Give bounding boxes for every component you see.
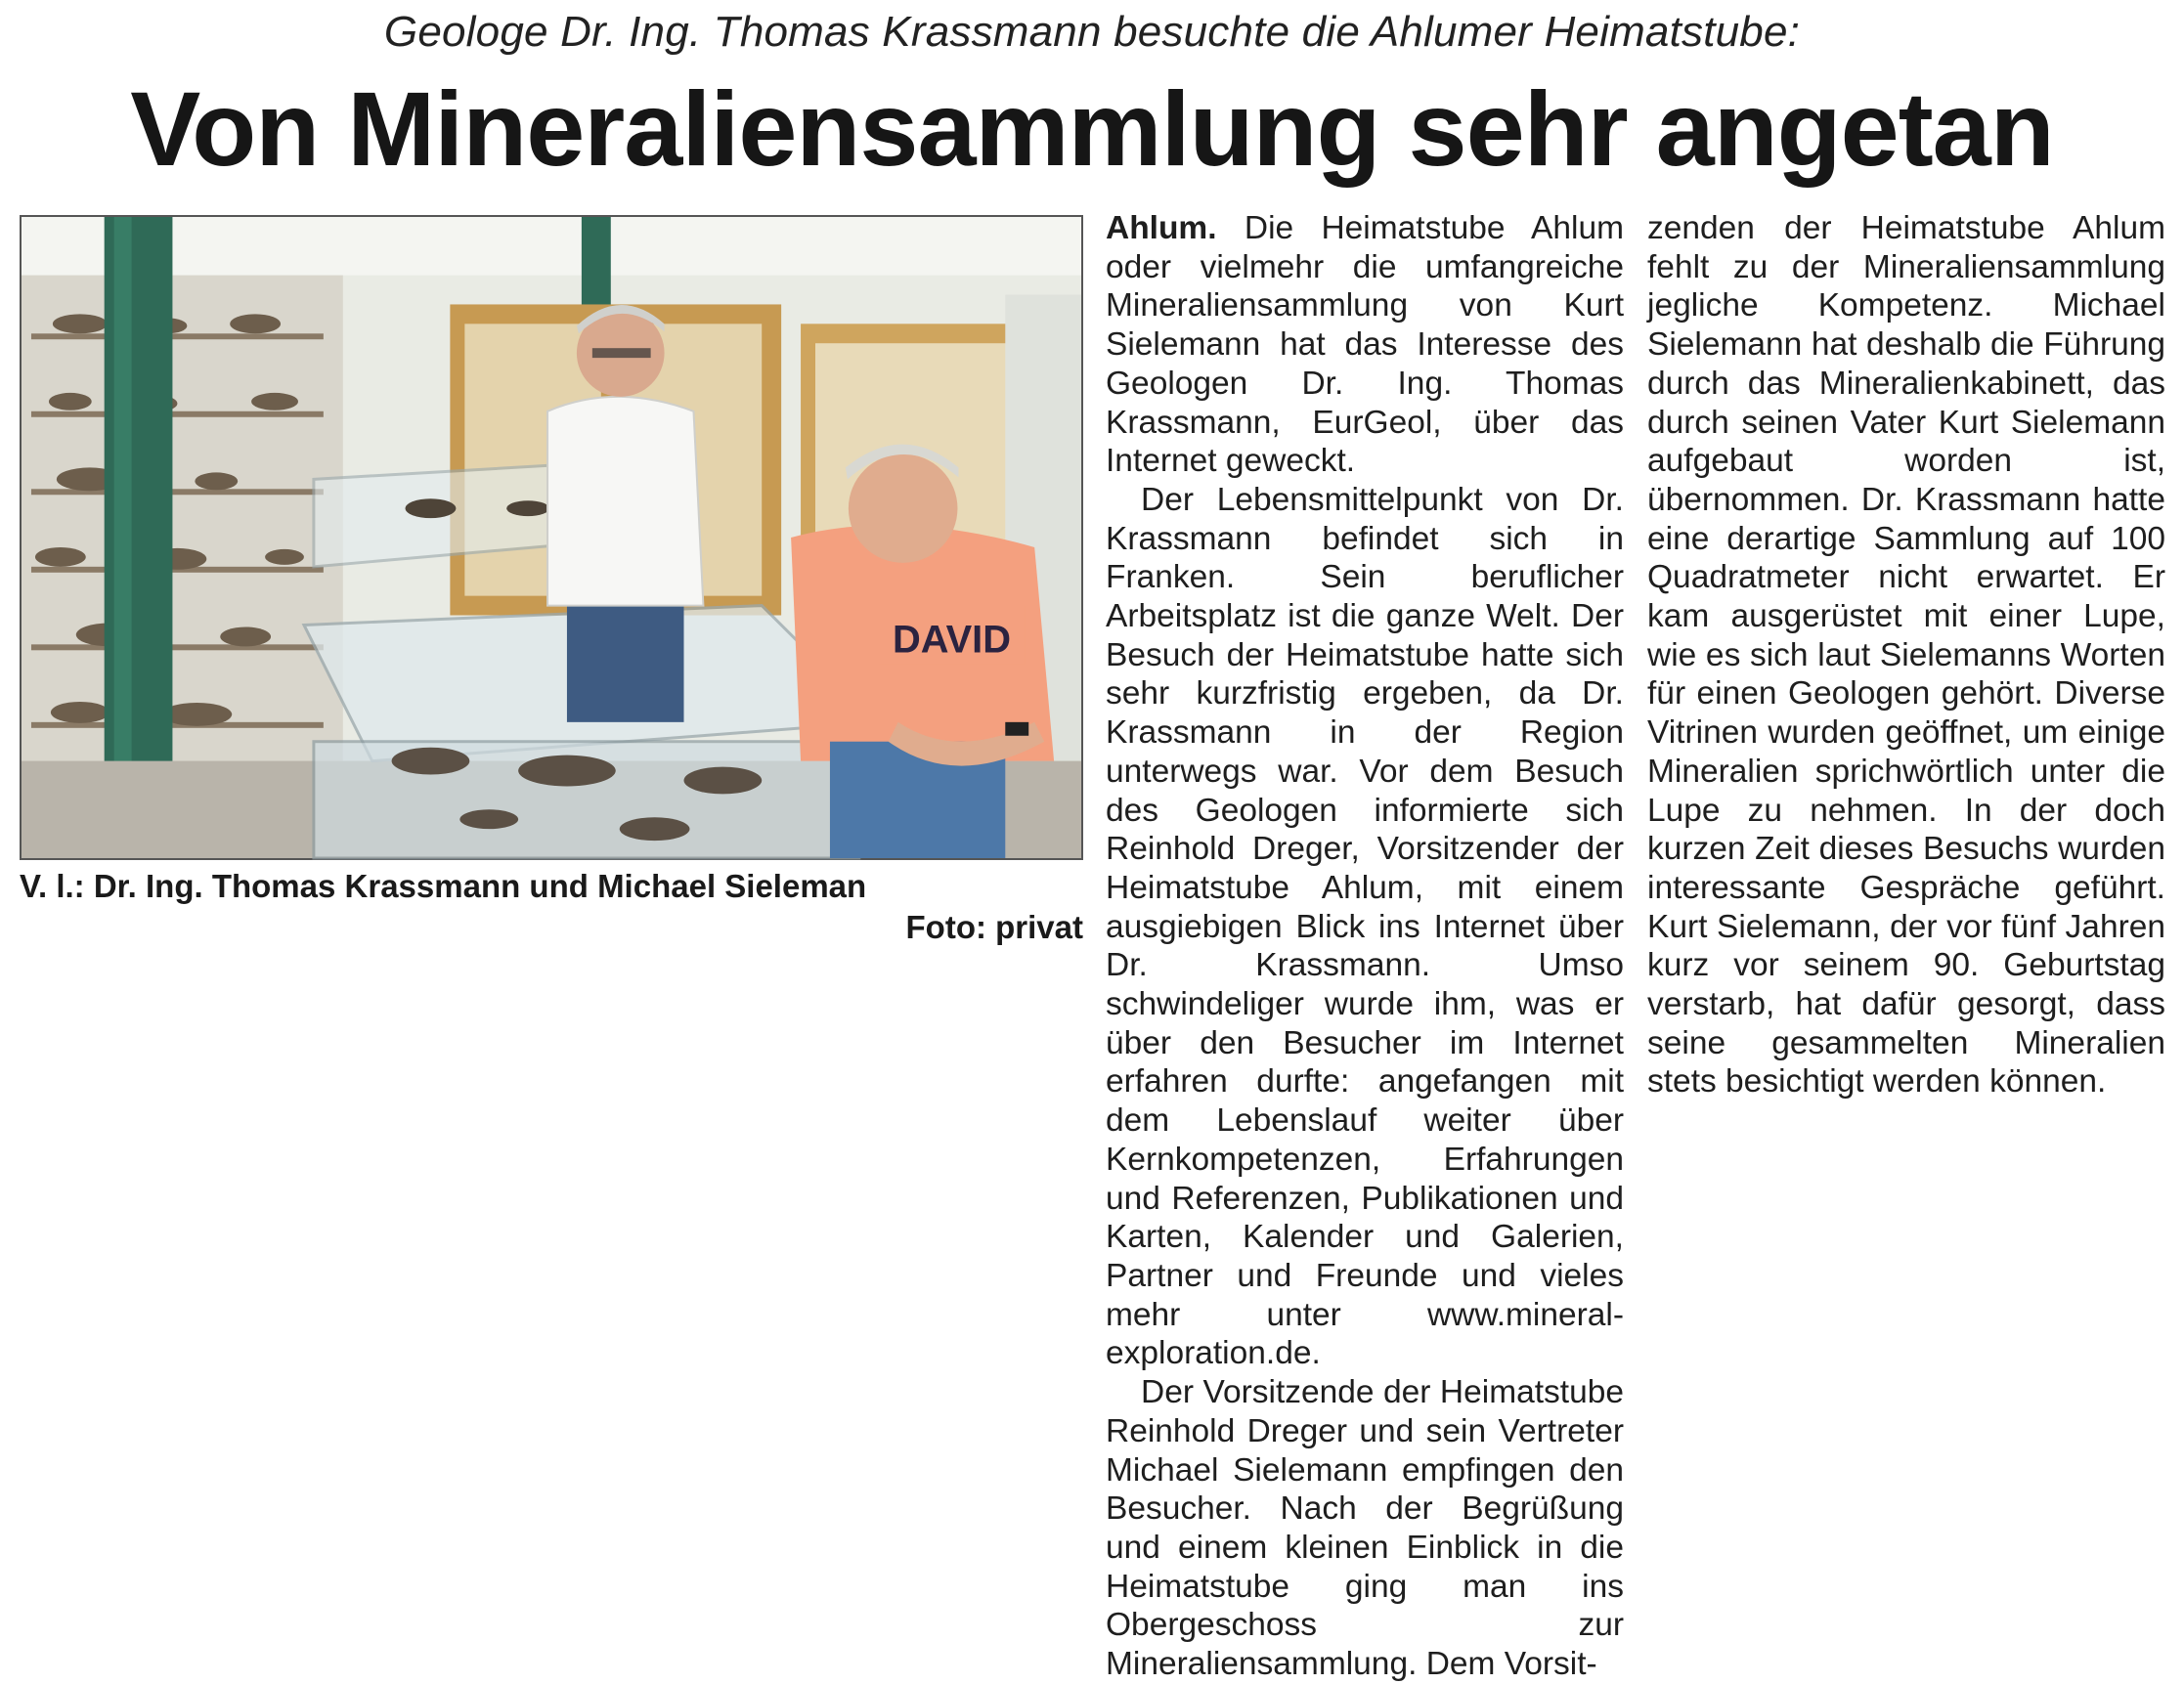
article-headline: Von Mineraliensammlung sehr angetan: [130, 69, 2054, 188]
photo-credit: Foto: privat: [905, 909, 1083, 945]
article-photo: [20, 215, 1083, 860]
article-kicker: Geologe Dr. Ing. Thomas Krassmann besuchte die Ahlumer Heimatstube:: [383, 8, 1801, 56]
photo-caption: [20, 868, 1083, 946]
dateline: Ahlum.: [1106, 210, 1217, 246]
text-column-2: [1647, 209, 2165, 1101]
caption-text: V. l.: Dr. Ing. Thomas Krassmann und Michael Sieleman: [20, 868, 867, 904]
paragraph-1-text: Die Heimatstube Ahlum oder vielmehr die umfangreiche Mineraliensammlung von Kurt Sielemann hat das Interesse des Geologen Dr. Ing. Thomas Krassmann, EurGeol, über das Internet geweckt.: [1106, 210, 1624, 480]
paragraph-4: zenden der Heimatstube Ahlum fehlt zu der Mineraliensammlung jegliche Kompetenz. Michael Sielemann hat deshalb die Führung durch das Mineralienkabinett, das durch seinen Vater Kurt Sielemann aufgebaut worden ist, übernommen. Dr. Krassmann hatte eine derartige Sammlung auf 100 Quadratmeter nicht erwartet. Er kam ausgerüstet mit einer Lupe, wie es sich laut Sielemanns Worten für einen Geologen gehört. Diverse Vitrinen wurden geöffnet, um einige Mineralien sprichwörtlich unter die Lupe zu nehmen. In der doch kurzen Zeit dieses Besuchs wurden interessante Gespräche geführt. Kurt Sielemann, der vor fünf Jahren kurz vor seinem 90. Geburtstag verstarb, hat dafür gesorgt, dass seine gesammelten Mineralien stets besichtigt werden können.: [1647, 210, 2165, 1101]
text-column-1: [1106, 209, 1624, 1684]
paragraph-3: Der Vorsitzende der Heimatstube Reinhold Dreger und sein Vertreter Michael Sielemann empfingen den Besucher. Nach der Begrüßung und einem kleinen Einblick in die Heimatstube ging man ins Obergeschoss zur Mineraliensammlung. Dem Vorsit-: [1106, 1374, 1624, 1683]
shirt-print-text: DAVID: [892, 618, 1011, 662]
paragraph-2: Der Lebensmittelpunkt von Dr. Krassmann befindet sich in Franken. Sein beruflicher Arbeitsplatz ist die ganze Welt. Der Besuch der Heimatstube hatte sich sehr kurzfristig ergeben, da Dr. Krassmann in der Region unterwegs war. Vor dem Besuch des Geologen informierte sich Reinhold Dreger, Vorsitzender der Heimatstube Ahlum, mit einem ausgiebigen Blick ins Internet über Dr. Krassmann. Umso schwindeliger wurde ihm, was er über den Besucher im Internet erfahren durfte: angefangen mit dem Lebenslauf weiter über Kernkompetenzen, Erfahrungen und Referenzen, Publikationen und Karten, Kalender und Galerien, Partner und Freunde und vieles mehr unter www.mineral-exploration.de.: [1106, 481, 1624, 1372]
paragraph-1: [1106, 209, 1624, 481]
mineral-room-illustration: [22, 217, 1081, 858]
